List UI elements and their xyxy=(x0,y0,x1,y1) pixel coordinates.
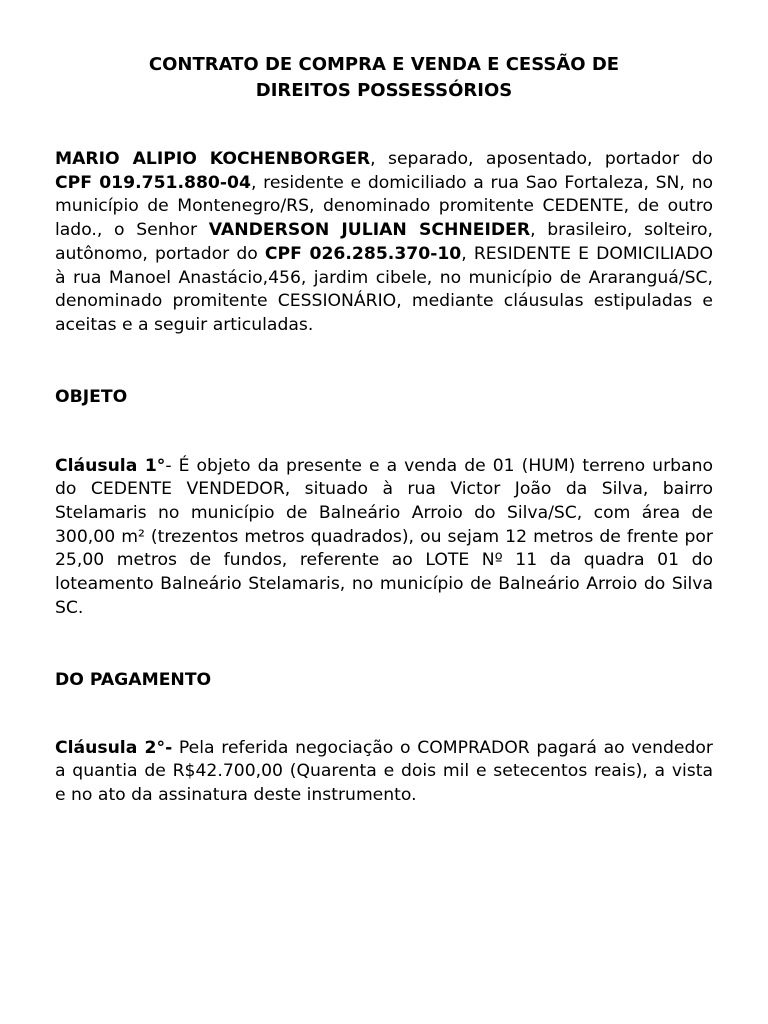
spacer xyxy=(55,338,713,385)
seller-cpf: CPF 019.751.880-04 xyxy=(55,172,251,193)
clause-1-text: - É objeto da presente e a venda de 01 (HUM) terreno urbano do CEDENTE VENDEDOR, situado à rua Victor João da Silva, bairro Stelamaris no município de Balneário Arroio do Silva/SC, com área de 300,00 m² (trezentos metros quadrados), ou sejam 12 metros de frente por 25,00 metros de fundos, referente ao LOTE Nº 11 da quadra 01 do loteamento Balneário Stelamaris, no município de Balneário Arroio do Silva SC. xyxy=(55,455,713,618)
clause-1-paragraph xyxy=(55,455,713,621)
seller-name: MARIO ALIPIO KOCHENBORGER xyxy=(55,149,371,169)
intro-text-3: , brasileiro, solteiro, autônomo, portador do xyxy=(55,220,713,264)
buyer-name: VANDERSON JULIAN SCHNEIDER xyxy=(208,220,531,241)
clause-1-label: Cláusula 1° xyxy=(55,455,166,476)
clause-2-label: Cláusula 2°- xyxy=(55,737,173,758)
buyer-cpf: CPF 026.285.370-10 xyxy=(264,243,462,264)
section-heading-object: OBJETO xyxy=(55,386,128,407)
intro-text-1: , separado, aposentado, portador do xyxy=(370,149,713,169)
intro-paragraph xyxy=(55,148,713,338)
document-title-line-1: CONTRATO DE COMPRA E VENDA E CESSÃO DE xyxy=(148,54,620,75)
clause-2-text: Pela referida negociação o COMPRADOR pagará ao vendedor a quantia de R$42.700,00 (Quarenta e dois mil e setecentos reais), a vista e no ato da assinatura deste instrumento. xyxy=(55,737,713,805)
intro-text-4: , RESIDENTE E DOMICILIADO à rua Manoel Anastácio,456, jardim cibele, no município de Araranguá/SC, denominado promitente CESSIONÁRIO, mediante cláusulas estipuladas e aceitas e a seguir articuladas. xyxy=(55,243,713,335)
spacer xyxy=(55,692,713,737)
intro-text-2: , residente e domiciliado a rua Sao Fortaleza, SN, no município de Montenegro/RS, denominado promitente CEDENTE, de outro lado., o Senhor xyxy=(55,172,714,241)
spacer xyxy=(55,621,713,668)
document-title xyxy=(55,52,713,104)
document-page xyxy=(55,52,713,808)
spacer xyxy=(55,409,713,455)
document-title-line-2: DIREITOS POSSESSÓRIOS xyxy=(255,80,513,101)
clause-2-paragraph xyxy=(55,737,713,808)
section-heading-payment: DO PAGAMENTO xyxy=(55,669,212,690)
